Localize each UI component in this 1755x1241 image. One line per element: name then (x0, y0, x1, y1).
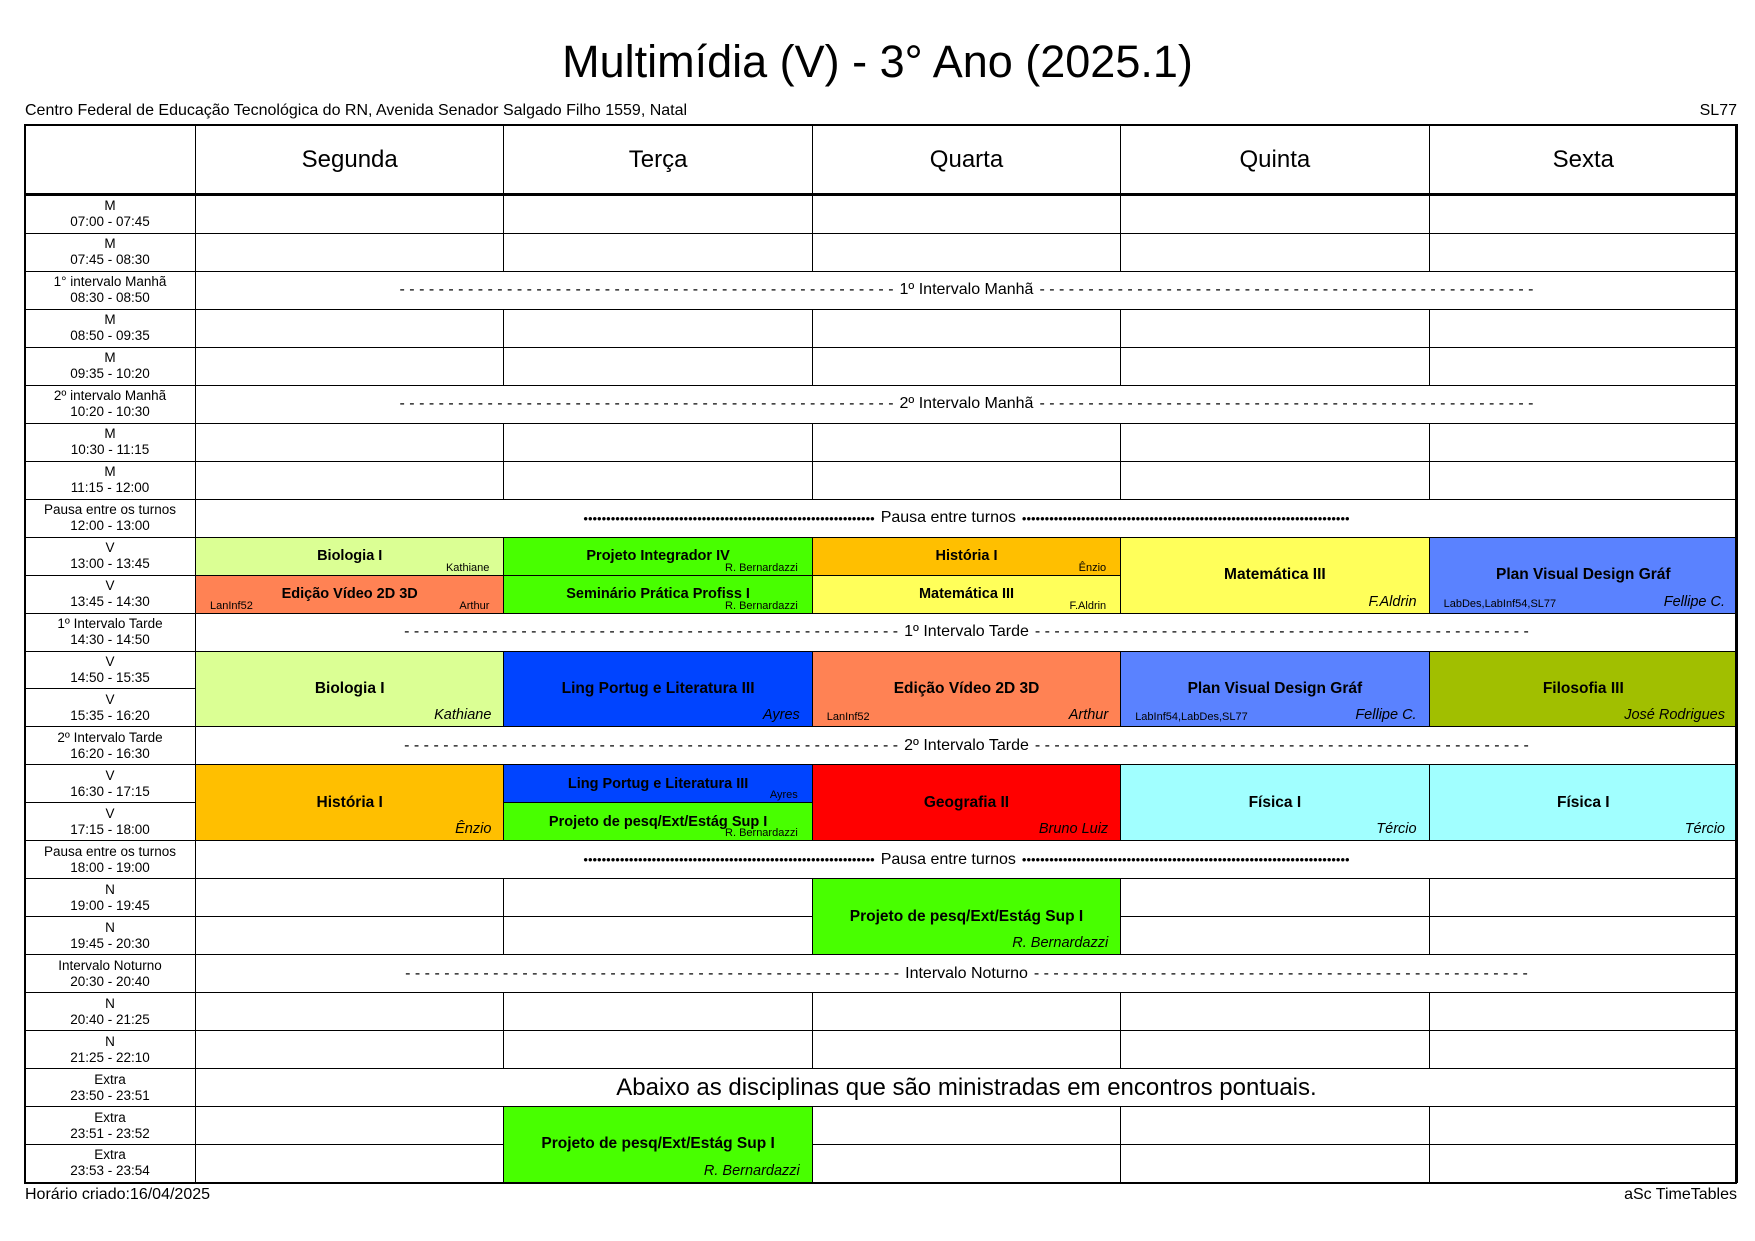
empty-slot (195, 916, 504, 955)
lesson-teacher: Ênzio (455, 821, 492, 838)
break-band (195, 385, 1738, 424)
period-cell (24, 271, 196, 310)
lesson-teacher: Arthur (1068, 707, 1109, 724)
lesson-teacher: Kathiane (434, 707, 492, 724)
empty-slot (503, 195, 812, 234)
empty-slot (1120, 1106, 1429, 1145)
lesson-teacher: Fellipe C. (1355, 707, 1417, 724)
period-label: N (105, 1033, 115, 1049)
empty-slot (1429, 1106, 1738, 1145)
lesson-teacher: Tércio (1376, 821, 1417, 838)
period-cell (24, 688, 196, 727)
period-label: Extra (94, 1071, 126, 1087)
period-cell (24, 309, 196, 348)
period-label: V (105, 540, 115, 556)
lesson-subject: Projeto de pesq/Ext/Estág Sup I (548, 813, 768, 830)
day-header-1: Terça (503, 124, 812, 196)
empty-slot (1120, 878, 1429, 917)
period-time: 09:35 - 10:20 (70, 366, 150, 382)
lesson-subject: Ling Portug e Literatura III (567, 775, 749, 792)
period-label: Extra (94, 1109, 126, 1125)
empty-slot (1429, 1030, 1738, 1069)
empty-slot (195, 878, 504, 917)
empty-slot (1120, 195, 1429, 234)
period-time: 14:50 - 15:35 (70, 669, 150, 685)
break-band (195, 499, 1738, 538)
period-label: V (105, 691, 115, 707)
period-cell (24, 1068, 196, 1107)
band-fill-right: - - - - - - - - - - - - - - - - - - - - - - - - - - - - - - - - - - - - - - - - - - - - - - - - - - - (1034, 736, 1529, 754)
period-label: V (105, 653, 115, 669)
day-header-3: Quinta (1120, 124, 1429, 196)
lesson-subject: Projeto Integrador IV (586, 548, 730, 565)
lesson-card (503, 651, 812, 728)
band-fill-left: - - - - - - - - - - - - - - - - - - - - - - - - - - - - - - - - - - - - - - - - - - - - - - - - - - - (399, 395, 894, 413)
break-band (195, 726, 1738, 765)
lesson-subject: Geografia II (923, 793, 1010, 811)
empty-slot (503, 916, 812, 955)
period-label: V (105, 805, 115, 821)
band-label: Abaixo as disciplinas que são ministradas em encontros pontuais. (616, 1073, 1317, 1101)
period-cell (24, 233, 196, 272)
empty-slot (1429, 916, 1738, 955)
period-label: N (105, 919, 115, 935)
lesson-teacher: Fellipe C. (1663, 593, 1725, 610)
band-label: 1º Intervalo Manhã (899, 281, 1034, 299)
empty-slot (1120, 309, 1429, 348)
period-time: 20:30 - 20:40 (70, 973, 150, 989)
lesson-subject: Física I (1248, 793, 1302, 811)
empty-slot (1120, 233, 1429, 272)
band-fill-right: - - - - - - - - - - - - - - - - - - - - - - - - - - - - - - - - - - - - - - - - - - - - - - - - - - - (1033, 964, 1528, 982)
lesson-teacher: R. Bernardazzi (1012, 935, 1109, 952)
period-time: 08:30 - 08:50 (70, 290, 150, 306)
empty-slot (1429, 423, 1738, 462)
period-cell (24, 499, 196, 538)
band-label: 1º Intervalo Tarde (904, 623, 1029, 641)
lesson-teacher: R. Bernardazzi (725, 561, 798, 574)
empty-slot (1429, 878, 1738, 917)
period-label: 1º Intervalo Tarde (57, 616, 163, 632)
lesson-room: LabInf54,LabDes,SL77 (1135, 711, 1248, 724)
empty-slot (1120, 347, 1429, 386)
period-time: 10:20 - 10:30 (70, 404, 150, 420)
lesson-subject: Projeto de pesq/Ext/Estág Sup I (541, 1135, 775, 1153)
empty-slot (503, 878, 812, 917)
empty-slot (195, 233, 504, 272)
lesson-subject: Biologia I (317, 548, 383, 565)
lesson-subject: Matemática III (1224, 566, 1326, 584)
empty-slot (812, 309, 1121, 348)
period-label: M (104, 464, 116, 480)
day-header-2: Quarta (812, 124, 1121, 196)
empty-slot (1429, 992, 1738, 1031)
band-label: Intervalo Noturno (905, 964, 1028, 982)
empty-slot (503, 461, 812, 500)
lesson-teacher: Ayres (762, 707, 800, 724)
band-fill-right: - - - - - - - - - - - - - - - - - - - - - - - - - - - - - - - - - - - - - - - - - - - - - - - - - - - (1039, 281, 1534, 299)
period-cell (24, 195, 196, 234)
lesson-subject: Seminário Prática Profiss I (566, 586, 750, 603)
lesson-room: LabDes,LabInf54,SL77 (1443, 597, 1557, 610)
empty-slot (1429, 233, 1738, 272)
empty-slot (195, 423, 504, 462)
empty-slot (1120, 423, 1429, 462)
band-fill-right: - - - - - - - - - - - - - - - - - - - - - - - - - - - - - - - - - - - - - - - - - - - - - - - - - - - (1034, 623, 1529, 641)
lesson-card (812, 764, 1121, 841)
period-time: 15:35 - 16:20 (70, 707, 150, 723)
lesson-teacher: Tércio (1684, 821, 1725, 838)
school-address: Centro Federal de Educação Tecnológica do RN, Avenida Senador Salgado Filho 1559, Natal (25, 102, 688, 119)
lesson-subject: História I (316, 793, 383, 811)
lesson-room: LanInf52 (210, 599, 253, 612)
page-title: Multimídia (V) - 3° Ano (2025.1) (562, 36, 1193, 87)
period-time: 13:45 - 14:30 (70, 594, 150, 610)
lesson-teacher: R. Bernardazzi (725, 827, 798, 840)
period-label: 2º Intervalo Tarde (57, 729, 163, 745)
period-label: M (104, 312, 116, 328)
period-label: Pausa entre os turnos (43, 502, 177, 518)
band-fill-left: •••••••••••••••••••••••••••••••••••••••••••••••••••••••••••••••• (583, 510, 875, 526)
empty-slot (503, 423, 812, 462)
lesson-card (503, 537, 812, 576)
break-band (195, 954, 1738, 993)
header-corner (24, 124, 196, 196)
empty-slot (1429, 461, 1738, 500)
lesson-subject: História I (935, 548, 998, 565)
empty-slot (503, 1030, 812, 1069)
period-time: 16:30 - 17:15 (70, 783, 150, 799)
lesson-teacher: R. Bernardazzi (725, 599, 798, 612)
empty-slot (195, 992, 504, 1031)
break-band (195, 1068, 1738, 1107)
lesson-card (195, 651, 504, 728)
period-time: 18:00 - 19:00 (70, 859, 150, 875)
lesson-card (1120, 537, 1429, 614)
software-credit: aSc TimeTables (1624, 1186, 1737, 1203)
period-cell (24, 954, 196, 993)
period-cell (24, 1144, 196, 1183)
period-time: 23:50 - 23:51 (70, 1087, 150, 1103)
lesson-card (812, 878, 1121, 955)
period-cell (24, 651, 196, 690)
period-time: 16:20 - 16:30 (70, 745, 150, 761)
lesson-card (812, 651, 1121, 728)
band-label: Pausa entre turnos (880, 509, 1016, 527)
room-code: SL77 (1699, 102, 1737, 119)
empty-slot (195, 1106, 504, 1145)
band-fill-right: •••••••••••••••••••••••••••••••••••••••••••••••••••••••••••••••••••••••• (1021, 852, 1350, 868)
period-time: 11:15 - 12:00 (70, 480, 150, 496)
empty-slot (1120, 916, 1429, 955)
empty-slot (812, 1106, 1121, 1145)
empty-slot (1120, 1030, 1429, 1069)
empty-slot (195, 461, 504, 500)
period-cell (24, 347, 196, 386)
lesson-card (195, 537, 504, 576)
period-label: 1° intervalo Manhã (53, 274, 167, 290)
lesson-card (503, 1106, 812, 1183)
lesson-teacher: R. Bernardazzi (703, 1162, 800, 1179)
lesson-teacher: Ayres (769, 789, 798, 802)
period-label: Extra (94, 1147, 126, 1163)
empty-slot (1429, 1144, 1738, 1183)
empty-slot (1120, 461, 1429, 500)
period-time: 14:30 - 14:50 (70, 632, 150, 648)
lesson-teacher: Arthur (459, 599, 490, 612)
lesson-card (195, 764, 504, 841)
period-label: M (104, 198, 116, 214)
period-cell (24, 613, 196, 652)
period-label: V (105, 578, 115, 594)
break-band (195, 840, 1738, 879)
period-time: 23:53 - 23:54 (70, 1163, 150, 1179)
period-cell (24, 840, 196, 879)
period-cell (24, 726, 196, 765)
band-fill-left: - - - - - - - - - - - - - - - - - - - - - - - - - - - - - - - - - - - - - - - - - - - - - - - - - - - (404, 623, 899, 641)
empty-slot (812, 195, 1121, 234)
lesson-card (1120, 651, 1429, 728)
lesson-card (1429, 651, 1738, 728)
period-time: 21:25 - 22:10 (70, 1049, 150, 1065)
period-cell (24, 802, 196, 841)
lesson-subject: Ling Portug e Literatura III (561, 679, 755, 697)
period-time: 17:15 - 18:00 (70, 821, 150, 837)
period-label: N (105, 881, 115, 897)
lesson-subject: Plan Visual Design Gráf (1187, 679, 1363, 697)
period-time: 07:00 - 07:45 (70, 214, 150, 230)
period-label: M (104, 426, 116, 442)
band-fill-left: - - - - - - - - - - - - - - - - - - - - - - - - - - - - - - - - - - - - - - - - - - - - - - - - - - - (404, 736, 899, 754)
period-cell (24, 385, 196, 424)
band-fill-right: - - - - - - - - - - - - - - - - - - - - - - - - - - - - - - - - - - - - - - - - - - - - - - - - - - - (1039, 395, 1534, 413)
empty-slot (1429, 309, 1738, 348)
lesson-teacher: José Rodrigues (1624, 707, 1725, 724)
period-cell (24, 1030, 196, 1069)
band-fill-right: •••••••••••••••••••••••••••••••••••••••••••••••••••••••••••••••••••••••• (1021, 510, 1350, 526)
empty-slot (195, 347, 504, 386)
empty-slot (812, 347, 1121, 386)
empty-slot (812, 1144, 1121, 1183)
lesson-subject: Biologia I (314, 679, 385, 697)
lesson-teacher: Ênzio (1078, 561, 1107, 574)
created-date: Horário criado:16/04/2025 (25, 1186, 211, 1203)
day-header-0: Segunda (195, 124, 504, 196)
lesson-card (812, 575, 1121, 614)
period-cell (24, 1106, 196, 1145)
lesson-teacher: F.Aldrin (1368, 593, 1417, 610)
period-label: M (104, 350, 116, 366)
period-cell (24, 992, 196, 1031)
empty-slot (812, 233, 1121, 272)
period-label: 2º intervalo Manhã (53, 388, 167, 404)
band-label: Pausa entre turnos (880, 850, 1016, 868)
lesson-card (195, 575, 504, 614)
empty-slot (1429, 195, 1738, 234)
lesson-room: LanInf52 (826, 711, 870, 724)
period-time: 08:50 - 09:35 (70, 328, 150, 344)
lesson-teacher: F.Aldrin (1069, 599, 1107, 612)
lesson-teacher: Bruno Luiz (1038, 821, 1109, 838)
period-cell (24, 878, 196, 917)
period-time: 10:30 - 11:15 (70, 442, 150, 458)
period-time: 13:00 - 13:45 (70, 556, 150, 572)
period-cell (24, 764, 196, 803)
lesson-subject: Projeto de pesq/Ext/Estág Sup I (849, 907, 1084, 925)
period-cell (24, 537, 196, 576)
empty-slot (1120, 1144, 1429, 1183)
lesson-subject: Plan Visual Design Gráf (1495, 566, 1671, 584)
empty-slot (812, 992, 1121, 1031)
break-band (195, 271, 1738, 310)
lesson-subject: Matemática III (918, 586, 1015, 603)
period-time: 07:45 - 08:30 (70, 252, 150, 268)
day-header-4: Sexta (1429, 124, 1738, 196)
lesson-subject: Edição Vídeo 2D 3D (893, 679, 1040, 697)
lesson-card (1429, 537, 1738, 614)
empty-slot (195, 309, 504, 348)
period-label: Intervalo Noturno (58, 957, 162, 973)
empty-slot (1429, 347, 1738, 386)
period-cell (24, 423, 196, 462)
band-fill-left: •••••••••••••••••••••••••••••••••••••••••••••••••••••••••••••••• (583, 852, 875, 868)
period-time: 20:40 - 21:25 (70, 1011, 150, 1027)
empty-slot (812, 423, 1121, 462)
empty-slot (503, 347, 812, 386)
band-label: 2º Intervalo Manhã (899, 395, 1034, 413)
break-band (195, 613, 1738, 652)
period-label: M (104, 236, 116, 252)
band-fill-left: - - - - - - - - - - - - - - - - - - - - - - - - - - - - - - - - - - - - - - - - - - - - - - - - - - - (405, 964, 900, 982)
header-rule (24, 193, 1737, 195)
empty-slot (503, 309, 812, 348)
lesson-subject: Filosofia III (1542, 679, 1624, 697)
empty-slot (503, 992, 812, 1031)
period-time: 19:45 - 20:30 (70, 935, 150, 951)
band-label: 2º Intervalo Tarde (904, 736, 1029, 754)
band-fill-left: - - - - - - - - - - - - - - - - - - - - - - - - - - - - - - - - - - - - - - - - - - - - - - - - - - - (399, 281, 894, 299)
lesson-card (503, 575, 812, 614)
period-label: Pausa entre os turnos (43, 843, 177, 859)
empty-slot (195, 1144, 504, 1183)
period-time: 23:51 - 23:52 (70, 1125, 150, 1141)
period-cell (24, 461, 196, 500)
period-label: V (105, 767, 115, 783)
empty-slot (812, 1030, 1121, 1069)
empty-slot (195, 195, 504, 234)
empty-slot (812, 461, 1121, 500)
lesson-card (1429, 764, 1738, 841)
lesson-card (1120, 764, 1429, 841)
lesson-subject: Edição Vídeo 2D 3D (281, 586, 418, 603)
period-time: 19:00 - 19:45 (70, 897, 150, 913)
empty-slot (1120, 992, 1429, 1031)
period-cell (24, 916, 196, 955)
lesson-subject: Física I (1557, 793, 1610, 811)
period-cell (24, 575, 196, 614)
empty-slot (195, 1030, 504, 1069)
lesson-card (503, 802, 812, 841)
lesson-card (812, 537, 1121, 576)
lesson-card (503, 764, 812, 803)
lesson-teacher: Kathiane (445, 561, 490, 574)
period-label: N (105, 995, 115, 1011)
empty-slot (503, 233, 812, 272)
period-time: 12:00 - 13:00 (70, 518, 150, 534)
